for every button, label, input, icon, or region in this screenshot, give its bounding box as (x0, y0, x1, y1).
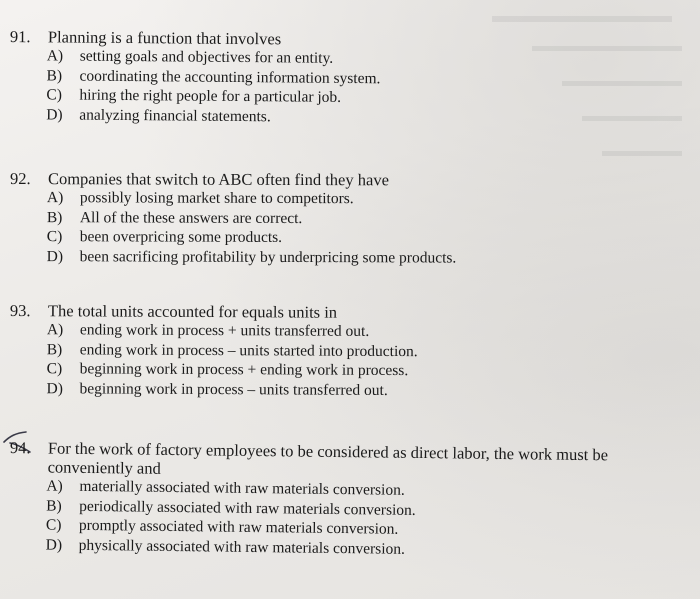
option-text: promptly associated with raw materials conversion. (78, 516, 399, 538)
question-text: Companies that switch to ABC often find they have (47, 169, 389, 190)
question-text: Planning is a function that involves (47, 27, 282, 49)
option-text: hiring the right people for a particular job. (79, 86, 342, 106)
option-letter: C) (45, 516, 62, 534)
option-text: been overpricing some products. (79, 228, 283, 246)
question-number: 93. (9, 301, 31, 321)
option-letter: A) (46, 47, 64, 65)
option-text: physically associated with raw materials conversion. (78, 536, 406, 558)
option-text: ending work in process – units started into production. (79, 340, 418, 360)
option-letter: A) (46, 477, 63, 495)
option-d (10, 246, 680, 268)
question-92 (10, 169, 680, 268)
option-text: coordinating the accounting information system. (79, 67, 381, 87)
option-letter: B) (46, 496, 62, 515)
option-letter: B) (46, 208, 63, 226)
question-91 (9, 27, 680, 130)
option-b (10, 207, 680, 229)
option-text: periodically associated with raw materials conversion. (79, 497, 416, 519)
option-a (10, 188, 680, 210)
question-text: For the work of factory employees to be considered as direct labor, the work must be conveniently and (47, 438, 609, 478)
option-letter: B) (46, 66, 63, 84)
option-letter: D) (46, 379, 63, 397)
option-letter: D) (45, 535, 63, 554)
option-letter: A) (46, 189, 64, 207)
option-text: possibly losing market share to competitors. (79, 189, 354, 208)
option-text: ending work in process + units transferred out. (79, 321, 370, 340)
option-c (10, 227, 680, 249)
option-text: beginning work in process – units transferred out. (79, 379, 388, 399)
option-letter: D) (46, 247, 64, 265)
question-text: The total units accounted for equals units in (47, 301, 338, 322)
option-text: materially associated with raw materials conversion. (79, 477, 405, 499)
option-letter: C) (46, 228, 63, 246)
question-number: 94. (9, 438, 31, 458)
question-93 (9, 301, 679, 402)
option-text: All of the these answers are correct. (79, 208, 303, 227)
question-94 (9, 438, 680, 562)
option-text: setting goals and objectives for an entity. (79, 47, 334, 67)
option-text: analyzing financial statements. (79, 106, 271, 125)
option-letter: D) (46, 105, 63, 123)
option-text: been sacrificing profitability by underpricing some products. (79, 247, 457, 267)
option-text: beginning work in process + ending work in process. (79, 360, 409, 380)
option-letter: C) (46, 86, 62, 104)
question-number: 92. (9, 169, 31, 189)
option-letter: A) (46, 321, 64, 339)
question-number: 91. (9, 27, 31, 47)
option-letter: B) (46, 340, 63, 358)
option-letter: C) (46, 360, 63, 378)
option-d (9, 378, 679, 401)
